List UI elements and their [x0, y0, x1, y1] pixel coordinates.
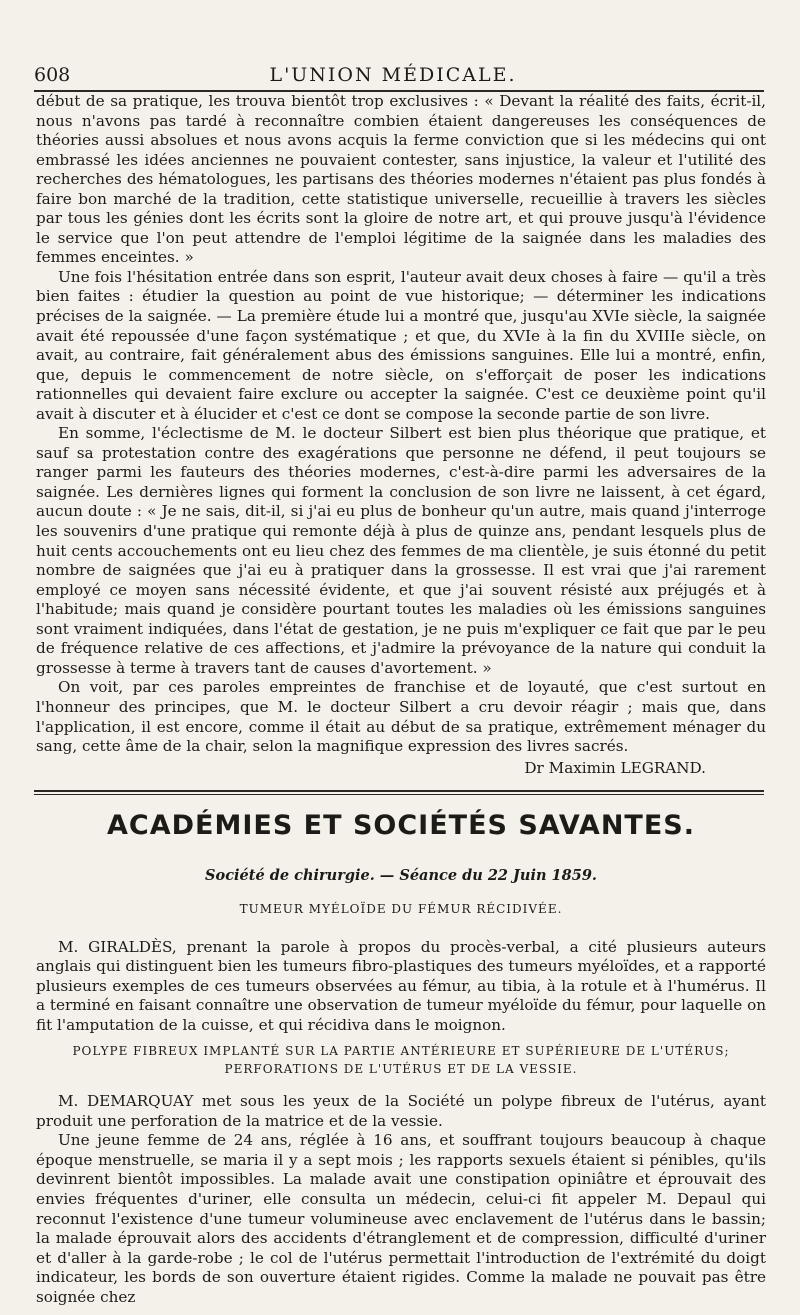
page-number: 608: [34, 64, 71, 86]
section-rule-thin: [34, 794, 764, 795]
report-tumeur: [36, 900, 766, 1036]
paragraph: On voit, par ces paroles empreintes de franchise et de loyauté, que c'est surtout en l'honneur des principes, que M. le docteur Silbert a cru devoir réagir ; mais que, dans l'application, il est encore, comme il était au début de sa pratique, extrêmement ménager du sang, cette âme de la chair, selon la magnifique expression des livres sacrés.: [36, 678, 766, 756]
signature: Dr Maximin LEGRAND.: [524, 758, 706, 777]
running-title: L'UNION MÉDICALE.: [269, 64, 517, 86]
paragraph: M. GIRALDÈS, prenant la parole à propos du procès-verbal, a cité plusieurs auteurs anglais qui distinguent bien les tumeurs fibro-plastiques des tumeurs myéloïdes, et a rapporté plusieurs exemples de ces tumeurs observées au fémur, au tibia, à la rotule et à l'humérus. Il a terminé en faisant connaître une observation de tumeur myéloïde du fémur, pour laquelle on fit l'amputation de la cuisse, et qui récidiva dans le moignon.: [36, 937, 766, 1034]
paragraph: Une jeune femme de 24 ans, réglée à 16 ans, et souffrant toujours beaucoup à chaque époque menstruelle, se maria il y a sept mois ; les rapports sexuels étaient si pénibles, qu'ils devinrent bientôt impossibles. La malade avait une constipation opiniâtre et éprouvait des envies fréquentes d'uriner, elle consulta un médecin, celui-ci fit appeler M. Depaul qui reconnut l'existence d'une tumeur volumineuse avec enclavement de l'utérus dans le bassin; la malade éprouvait alors des accidents d'étranglement et de compression, difficulté d'uriner et d'aller à la garde-robe ; le col de l'utérus permettait l'introduction de l'extrémité du doigt indicateur, les bords de son ouverture étaient rigides. Comme la malade ne pouvait pas être soignée chez: [36, 1131, 766, 1306]
paragraph: M. DEMARQUAY met sous les yeux de la Société un polype fibreux de l'utérus, ayant produit une perforation de la matrice et de la vessie.: [36, 1092, 766, 1130]
paragraph: Une fois l'hésitation entrée dans son esprit, l'auteur avait deux choses à faire — qu'il a très bien faites : étudier la question au point de vue historique; — déterminer les indications précises de la saignée. — La première étude lui a montré que, jusqu'au XVIe siècle, la saignée avait été repoussée d'une façon systématique ; et que, du XVIe à la fin du XVIIIe siècle, on avait, au contraire, fait généralement abus des émissions sanguines. Elle lui a montré, enfin, que, depuis le commencement de notre siècle, on s'efforçait de poser les indications rationnelles qui devaient faire exclure ou accepter la saignée. C'est ce deuxième point qu'il avait à discuter et à élucider et c'est ce dont se compose la seconde partie de son livre.: [36, 267, 766, 423]
section-title: ACADÉMIES ET SOCIÉTÉS SAVANTES.: [107, 810, 695, 841]
paragraph: début de sa pratique, les trouva bientôt trop exclusives : « Devant la réalité des faits, écrit-il, nous n'avons pas tardé à reconnaître combien étaient dangereuses les conséquences de théories aussi absolues et nous avons acquis la ferme conviction que si les médecins qui ont embrassé les idées anciennes ne pouvaient contester, sans injustice, la valeur et l'utilité des recherches des hématologues, les partisans des théories modernes n'étaient pas plus fondés à faire bon marché de la tradition, cette statistique universelle, recueillie à travers les siècles par tous les génies dont les écrits sont la gloire de notre art, et qui prouve jusqu'à l'évidence le service que l'on peut attendre de l'emploi légitime de la saignée dans les maladies des femmes enceintes. »: [36, 92, 766, 267]
section-rule: [34, 790, 764, 792]
seance-heading: Société de chirurgie. — Séance du 22 Juin 1859.: [205, 867, 597, 884]
page-header: [34, 52, 752, 86]
subheading: POLYPE FIBREUX IMPLANTÉ SUR LA PARTIE ANTÉRIEURE ET SUPÉRIEURE DE L'UTÉRUS; PERFORATIONS DE L'UTÉRUS ET DE LA VESSIE.: [72, 1044, 730, 1076]
review-article: [36, 92, 766, 778]
subheading: TUMEUR MYÉLOÏDE DU FÉMUR RÉCIDIVÉE.: [239, 902, 563, 916]
paragraph: En somme, l'éclectisme de M. le docteur Silbert est bien plus théorique que pratique, et sauf sa protestation contre des exagérations que personne ne défend, il peut toujours se ranger parmi les fauteurs des théories modernes, c'est-à-dire parmi les adversaires de la saignée. Les dernières lignes qui forment la conclusion de son livre ne laissent, à cet égard, aucun doute : « Je ne sais, dit-il, si j'ai eu plus de bonheur qu'un autre, mais quand j'interroge les souvenirs d'une pratique qui remonte déjà à plus de quinze ans, pendant lesquels plus de huit cents accouchements ont eu lieu chez des femmes de ma clientèle, je suis étonné du petit nombre de saignées que j'ai eu à pratiquer dans la grossesse. Il est vrai que j'ai rarement employé ce moyen sans nécessité évidente, et que j'ai souvent résisté aux préjugés et à l'habitude; mais quand je considère pourtant toutes les maladies où les émissions sanguines sont vraiment indiquées, dans l'état de gestation, je ne puis m'expliquer ce fait que par le peu de fréquence relative de ces affections, et j'admire la prévoyance de la nature qui conduit la grossesse à terme à travers tant de causes d'avortement. »: [36, 424, 766, 677]
report-polype: [36, 1042, 766, 1308]
